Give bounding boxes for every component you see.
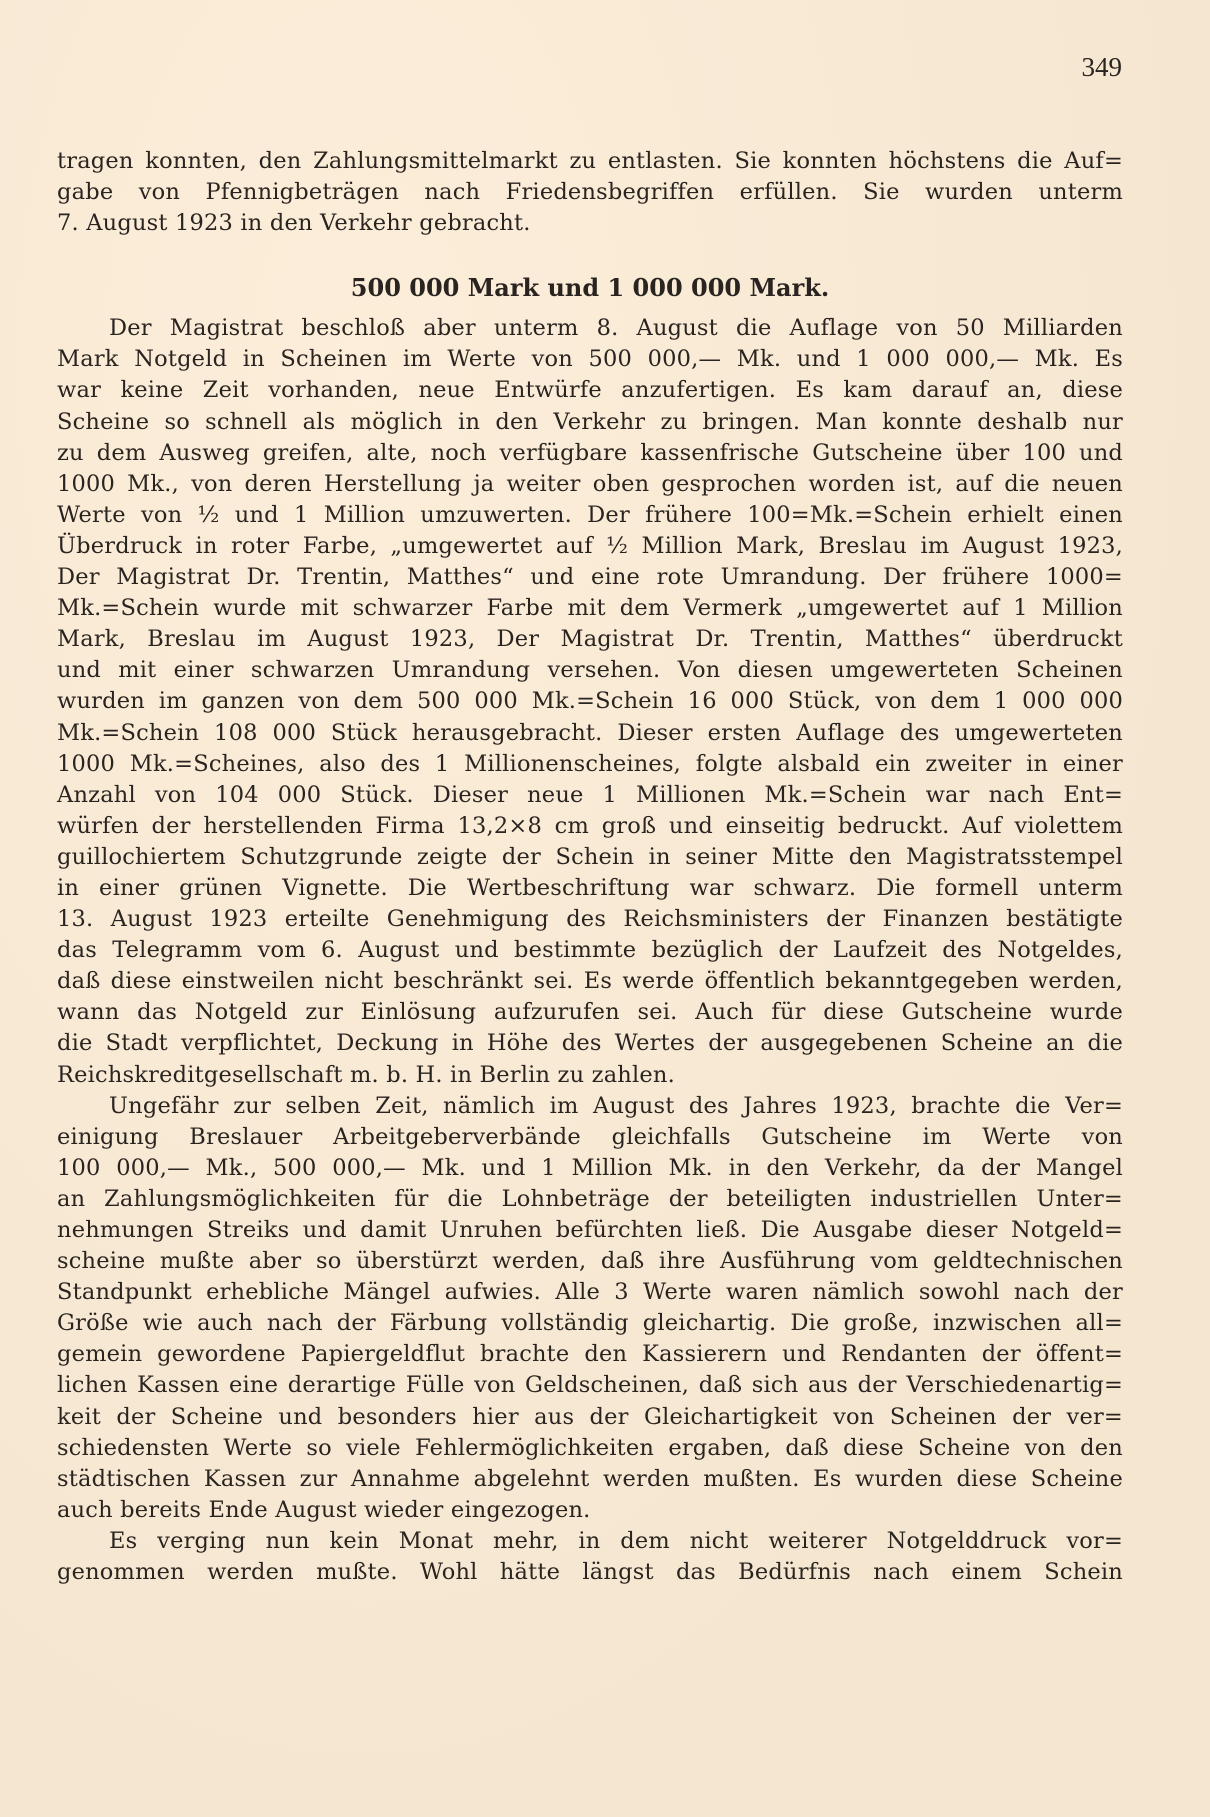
text-line: das Telegramm vom 6. August und bestimmte bezüglich der Laufzeit des Notgeldes, — [57, 937, 1123, 964]
text-line: Reichskreditgesellschaft m. b. H. in Berlin zu zahlen. — [57, 1061, 675, 1088]
text-line: 100 000,— Mk., 500 000,— Mk. und 1 Million Mk. in den Verkehr, da der Mangel — [57, 1154, 1123, 1181]
text-line: Anzahl von 104 000 Stück. Dieser neue 1 Millionen Mk.=Schein war nach Ent= — [57, 781, 1123, 808]
text-line: 13. August 1923 erteilte Genehmigung des Reichsministers der Finanzen bestätigte — [57, 906, 1123, 933]
text-line: städtischen Kassen zur Annahme abgelehnt werden mußten. Es wurden diese Scheine — [57, 1465, 1123, 1492]
text-line: Der Magistrat beschloß aber unterm 8. August die Auflage von 50 Milliarden — [109, 315, 1123, 342]
text-line: Standpunkt erhebliche Mängel aufwies. Alle 3 Werte waren nämlich sowohl nach der — [57, 1279, 1123, 1306]
text-line: zu dem Ausweg greifen, alte, noch verfügbare kassenfrische Gutscheine über 100 und — [57, 439, 1123, 466]
text-line: guillochiertem Schutzgrunde zeigte der Schein in seiner Mitte den Magistratsstempel — [57, 843, 1123, 870]
text-line: Mk.=Schein wurde mit schwarzer Farbe mit dem Vermerk „umgewertet auf 1 Million — [57, 595, 1123, 622]
text-line: auch bereits Ende August wieder eingezogen. — [57, 1496, 591, 1523]
paragraph-3 — [57, 1091, 1123, 1526]
text-line: gabe von Pfennigbeträgen nach Friedensbegriffen erfüllen. Sie wurden unterm — [57, 179, 1123, 206]
text-line: Mark, Breslau im August 1923, Der Magistrat Dr. Trentin, Matthes“ überdruckt — [57, 626, 1123, 653]
text-line: keit der Scheine und besonders hier aus der Gleichartigkeit von Scheinen der ver= — [57, 1403, 1123, 1430]
text-line: scheine mußte aber so überstürzt werden, daß ihre Ausführung vom geldtechnischen — [57, 1248, 1123, 1275]
text-line: Ungefähr zur selben Zeit, nämlich im August des Jahres 1923, brachte die Ver= — [109, 1092, 1123, 1119]
text-line: Mk.=Schein 108 000 Stück herausgebracht. Dieser ersten Auflage des umgewerteten — [57, 719, 1123, 746]
text-line: lichen Kassen eine derartige Fülle von Geldscheinen, daß sich aus der Verschiedenartig= — [57, 1372, 1123, 1399]
text-line: würfen der herstellenden Firma 13,2×8 cm groß und einseitig bedruckt. Auf violettem — [57, 812, 1123, 839]
text-line: Es verging nun kein Monat mehr, in dem nicht weiterer Notgelddruck vor= — [109, 1527, 1123, 1554]
text-line: Der Magistrat Dr. Trentin, Matthes“ und eine rote Umrandung. Der frühere 1000= — [57, 564, 1123, 591]
text-line: die Stadt verpflichtet, Deckung in Höhe des Wertes der ausgegebenen Scheine an die — [57, 1030, 1123, 1057]
paragraph-4 — [57, 1526, 1123, 1588]
text-line: in einer grünen Vignette. Die Wertbeschriftung war schwarz. Die formell unterm — [57, 874, 1123, 901]
text-line: genommen werden mußte. Wohl hätte längst das Bedürfnis nach einem Schein — [57, 1559, 1123, 1586]
section-heading: 500 000 Mark und 1 000 000 Mark. — [350, 273, 830, 303]
text-line: und mit einer schwarzen Umrandung versehen. Von diesen umgewerteten Scheinen — [57, 657, 1123, 684]
text-line: Überdruck in roter Farbe, „umgewertet auf ½ Million Mark, Breslau im August 1923, — [57, 532, 1123, 559]
paragraph-1 — [57, 146, 1123, 239]
text-line: Mark Notgeld in Scheinen im Werte von 500 000,— Mk. und 1 000 000,— Mk. Es — [57, 346, 1123, 373]
text-line: war keine Zeit vorhanden, neue Entwürfe anzufertigen. Es kam darauf an, diese — [57, 377, 1123, 404]
text-line: 1000 Mk., von deren Herstellung ja weiter oben gesprochen worden ist, auf die neuen — [57, 470, 1123, 497]
page-number: 349 — [1081, 52, 1122, 82]
text-line: wann das Notgeld zur Einlösung aufzurufen sei. Auch für diese Gutscheine wurde — [57, 999, 1123, 1026]
text-line: Scheine so schnell als möglich in den Verkehr zu bringen. Man konnte deshalb nur — [57, 408, 1123, 435]
body-text — [57, 146, 1123, 1588]
text-line: 1000 Mk.=Scheines, also des 1 Millionenscheines, folgte alsbald ein zweiter in einer — [57, 750, 1123, 777]
text-line: Größe wie auch nach der Färbung vollständig gleichartig. Die große, inzwischen all= — [57, 1310, 1123, 1337]
text-line: gemein gewordene Papiergeldflut brachte den Kassierern und Rendanten der öffent= — [57, 1341, 1123, 1368]
text-line: schiedensten Werte so viele Fehlermöglichkeiten ergaben, daß diese Scheine von den — [57, 1434, 1123, 1461]
paragraph-2 — [57, 313, 1123, 1090]
text-line: einigung Breslauer Arbeitgeberverbände gleichfalls Gutscheine im Werte von — [57, 1123, 1123, 1150]
text-line: an Zahlungsmöglichkeiten für die Lohnbeträge der beteiligten industriellen Unter= — [57, 1185, 1123, 1212]
text-line: Werte von ½ und 1 Million umzuwerten. Der frühere 100=Mk.=Schein erhielt einen — [57, 501, 1123, 528]
text-line: nehmungen Streiks und damit Unruhen befürchten ließ. Die Ausgabe dieser Notgeld= — [57, 1217, 1123, 1243]
text-line: daß diese einstweilen nicht beschränkt sei. Es werde öffentlich bekanntgegeben werden, — [57, 968, 1123, 995]
text-line: 7. August 1923 in den Verkehr gebracht. — [57, 210, 531, 237]
text-line: tragen konnten, den Zahlungsmittelmarkt zu entlasten. Sie konnten höchstens die Auf= — [57, 148, 1123, 174]
text-line: wurden im ganzen von dem 500 000 Mk.=Schein 16 000 Stück, von dem 1 000 000 — [57, 688, 1123, 715]
